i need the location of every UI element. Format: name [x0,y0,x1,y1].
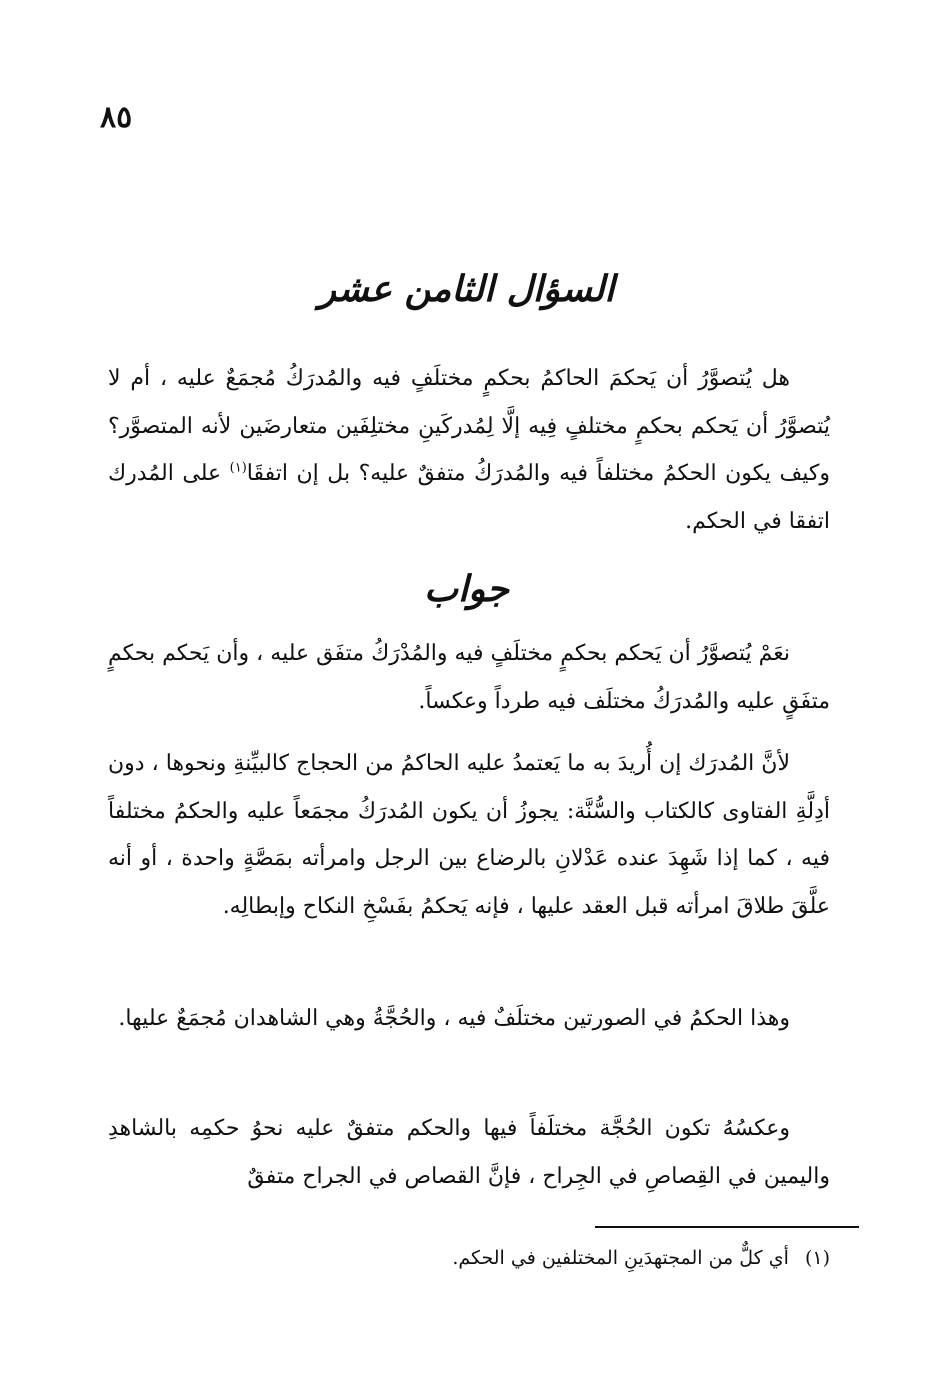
question-text-after-ref: على المُدرك اتفقا في الحكم. [108,461,830,534]
question-heading: السؤال الثامن عشر [318,268,615,310]
answer-paragraph-3-block [108,995,830,1043]
question-block [108,355,830,545]
answer-paragraph: وعكسُهُ تكون الحُجَّة مختلَفاً فيها والحكم متفقٌ عليه نحوُ حكمِه بالشاهدِ واليمين في القِصاصِ في الجِراح ، فإنَّ القصاص في الجراح متفقٌ [108,1116,830,1189]
answer-paragraph: لأنَّ المُدرَك إن أُريدَ به ما يَعتمدُ عليه الحاكمُ من الحجاج كالبيِّنةِ ونحوها ، دون أدِلَّةِ الفتاوى كالكتاب والسُّنَّة: يجوزُ أن يكون المُدرَكُ مجمَعاً عليه والحكمُ مختلفاً فيه ، كما إذا شَهِدَ عنده عَدْلانِ بالرضاع بين الرجل وامرأته بمَصَّةٍ واحدة ، أو أنه علَّقَ طلاقَ امرأته قبل العقد عليها ، فإنه يَحكمُ بفَسْخِ النكاح وإبطالِه. [108,751,830,919]
answer-paragraph-1-block [108,630,830,725]
footnote-reference: (١) [229,460,247,476]
answer-paragraph: وهذا الحكمُ في الصورتين مختلَفٌ فيه ، والحُجَّةُ وهي الشاهدان مُجمَعٌ عليها. [118,1006,790,1031]
answer-paragraph-4-block [108,1105,830,1200]
footnote [300,1240,830,1276]
answer-heading: جواب [424,568,509,610]
footnote-divider [595,1226,859,1228]
question-paragraph [108,355,830,545]
footnote-text: أي كلٌّ من المجتهدَينِ المختلفين في الحكم. [452,1247,789,1269]
page-number: ٨٥ [100,100,133,135]
question-text-before-ref: هل يُتصوَّرُ أن يَحكمَ الحاكمُ بحكمٍ مختلَفٍ فيه والمُدرَكُ مُجمَعٌ عليه ، أم لا يُتصوَّرُ أن يَحكم بحكمٍ مختلفٍ فِيه إلَّا لِمُدركَينِ مختلِفَين متعارضَين لأنه المتصوَّر؟ وكيف يكون الحكمُ مختلفاً فيه والمُدرَكُ متفقٌ عليه؟ بل إن اتفقَا [108,366,830,486]
answer-paragraph-2-block [108,740,830,930]
answer-paragraph: نعَمْ يُتصوَّرُ أن يَحكم بحكمٍ مختلَفٍ فيه والمُدْرَكُ متفَق عليه ، وأن يَحكم بحكمٍ متفَقٍ عليه والمُدرَكُ مختلَف فيه طرداً وعكساً. [108,641,830,714]
footnote-number: (١) [804,1247,830,1269]
